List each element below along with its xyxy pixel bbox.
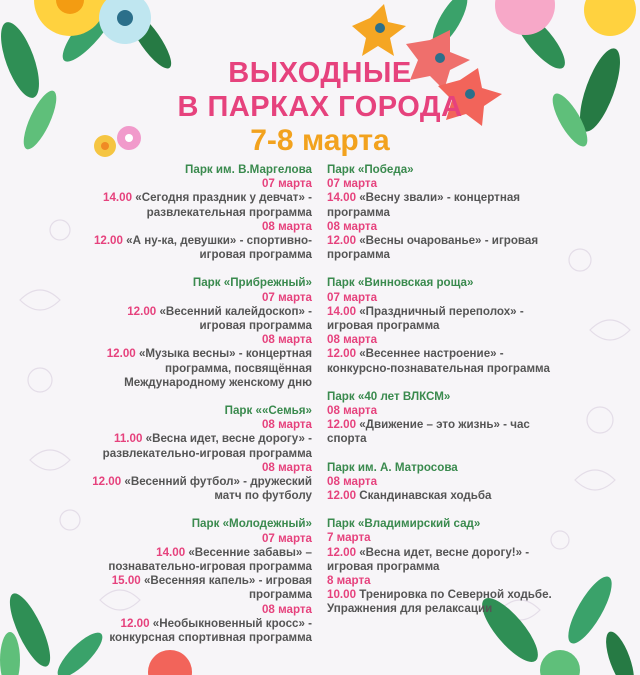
left-schedule-column xyxy=(80,163,312,659)
event-date: 07 марта xyxy=(327,177,378,191)
event-description: «Весенний калейдоскоп» - игровая программа xyxy=(156,304,312,333)
park-block xyxy=(327,163,567,262)
park-name: Парк «Победа» xyxy=(327,163,414,176)
event-time: 12.00 xyxy=(92,475,122,489)
event-time: 14.00 xyxy=(327,304,357,318)
event-item xyxy=(327,347,567,375)
park-block xyxy=(327,276,567,375)
event-description: «Праздничный переполох» - игровая программа xyxy=(327,304,524,333)
park-name: Парк «Винновская роща» xyxy=(327,276,474,290)
event-item xyxy=(80,305,312,333)
event-date: 07 марта xyxy=(261,290,312,304)
park-block xyxy=(327,461,567,504)
event-time: 12.00 xyxy=(327,347,357,361)
event-time: 12.00 xyxy=(327,489,357,503)
event-description: «Весна идет, весне дорогу» - развлекательно-игровая программа xyxy=(102,432,312,460)
event-time: 12.00 xyxy=(106,347,136,361)
event-item xyxy=(327,191,567,219)
event-time: 12.00 xyxy=(327,234,357,248)
event-time: 11.00 xyxy=(114,432,143,446)
event-date: 08 марта xyxy=(327,333,378,347)
event-description: «Движение – это жизнь» - час спорта xyxy=(327,418,530,446)
event-date: 7 марта xyxy=(327,531,371,545)
event-date: 8 марта xyxy=(327,574,371,588)
event-date: 08 марта xyxy=(261,418,312,432)
event-time: 15.00 xyxy=(111,574,141,588)
event-date: 08 марта xyxy=(261,333,312,347)
event-date: 07 марта xyxy=(261,531,312,545)
event-date: 08 марта xyxy=(327,404,378,418)
event-description: «Сегодня праздник у девчат» - развлекательная программа xyxy=(132,191,312,219)
event-item xyxy=(80,234,312,262)
event-date: 08 марта xyxy=(327,219,378,233)
park-block xyxy=(327,517,567,616)
park-block xyxy=(327,390,567,447)
event-description: «Весна идет, весне дорогу!» - игровая программа xyxy=(327,545,530,573)
event-description: «Весну звали» - концертная программа xyxy=(327,191,521,219)
event-dates: 7-8 марта xyxy=(250,124,390,157)
event-description: «Весенний футбол» - дружеский матч по футболу xyxy=(121,475,312,503)
event-date: 07 марта xyxy=(327,290,378,304)
event-time: 12.00 xyxy=(120,616,150,630)
event-date: 08 марта xyxy=(261,602,312,616)
event-time: 14.00 xyxy=(103,191,133,205)
event-date: 07 марта xyxy=(261,177,312,191)
event-description: «Весенние забавы» – познавательно-игровая программа xyxy=(108,545,312,574)
event-description: Тренировка по Северной ходьбе. Упражнения для релаксации xyxy=(327,588,552,616)
park-block xyxy=(80,517,312,645)
park-name: Парк им. А. Матросова xyxy=(327,460,458,474)
park-name: Парк им. В.Маргелова xyxy=(185,163,312,176)
event-item xyxy=(327,418,567,446)
event-time: 12.00 xyxy=(127,304,157,318)
event-date: 08 марта xyxy=(261,219,312,233)
park-block xyxy=(80,163,312,262)
park-name: Парк «40 лет ВЛКСМ» xyxy=(327,389,451,403)
event-description: «Весны очарованье» - игровая программа xyxy=(327,234,539,262)
event-time: 14.00 xyxy=(327,191,357,205)
event-description: «Необыкновенный кросс» - конкурсная спортивная программа xyxy=(109,616,312,645)
event-description: «А ну-ка, девушки» - спортивно-игровая программа xyxy=(122,234,312,262)
event-item xyxy=(80,574,312,602)
title-line-1: ВЫХОДНЫЕ xyxy=(228,57,412,89)
event-item xyxy=(80,546,312,574)
event-date: 08 марта xyxy=(327,474,378,488)
park-name: Парк ««Семья» xyxy=(224,404,312,418)
right-schedule-column xyxy=(327,163,567,631)
event-description: «Музыка весны» - концертная программа, посвящённая Международному женскому дню xyxy=(124,347,312,389)
park-block xyxy=(80,276,312,390)
event-description: «Весеннее настроение» - конкурсно-познавательная программа xyxy=(327,347,550,375)
event-time: 12.00 xyxy=(327,545,357,559)
title-line-2: В ПАРКАХ ГОРОДА xyxy=(177,91,463,123)
event-time: 14.00 xyxy=(156,545,186,559)
event-description: Скандинавская ходьба xyxy=(356,489,492,503)
park-name: Парк «Прибрежный» xyxy=(192,276,312,290)
event-item xyxy=(327,489,567,503)
event-time: 10.00 xyxy=(327,588,357,602)
event-description: «Весенняя капель» - игровая программа xyxy=(140,574,312,602)
park-name: Парк «Молодежный» xyxy=(191,517,312,531)
event-item xyxy=(80,191,312,219)
park-block xyxy=(80,404,312,503)
event-item xyxy=(80,347,312,390)
event-time: 12.00 xyxy=(93,234,123,248)
event-date: 08 марта xyxy=(261,460,312,474)
event-item xyxy=(80,475,312,503)
event-item xyxy=(80,617,312,645)
event-item xyxy=(327,305,567,333)
park-name: Парк «Владимирский сад» xyxy=(327,517,481,531)
event-item xyxy=(327,546,567,574)
event-item xyxy=(327,588,567,616)
event-time: 12.00 xyxy=(327,418,357,432)
event-item xyxy=(80,432,312,460)
event-item xyxy=(327,234,567,262)
